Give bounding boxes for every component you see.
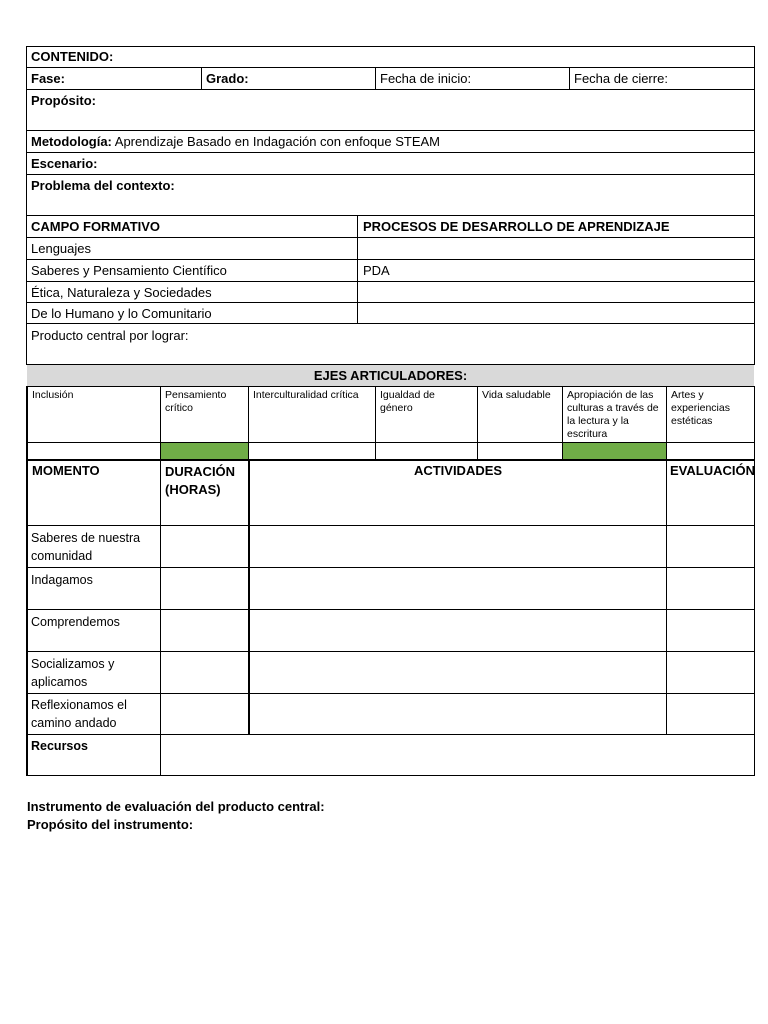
rule [26, 693, 755, 694]
rule [26, 259, 755, 260]
eje-item: Artes y experiencias estéticas [671, 389, 730, 427]
metodologia-value: Aprendizaje Basado en Indagación con enfoque STEAM [111, 134, 441, 149]
problema-label: Problema del contexto: [31, 178, 175, 193]
rule [26, 775, 755, 776]
rule [375, 386, 376, 460]
instrumento-label: Instrumento de evaluación del producto central: [27, 799, 325, 814]
rule [26, 215, 755, 216]
rule [26, 386, 28, 776]
eje-item: Pensamiento crítico [165, 389, 227, 414]
metodologia-line [31, 134, 440, 150]
momento-row: Socializamos y aplicamos [31, 657, 115, 689]
rule [248, 386, 249, 460]
recursos-label: Recursos [31, 739, 88, 753]
producto-label: Producto central por lograr: [31, 328, 189, 343]
eje-item: Interculturalidad crítica [253, 389, 359, 401]
procesos-header: PROCESOS DE DESARROLLO DE APRENDIZAJE [363, 219, 670, 234]
duracion-header: DURACIÓN (HORAS) [165, 464, 236, 497]
eje-item: Vida saludable [482, 389, 551, 401]
rule [26, 609, 755, 610]
fase-label: Fase: [31, 71, 65, 86]
escenario-label: Escenario: [31, 156, 98, 171]
proposito-instrumento-label: Propósito del instrumento: [27, 817, 194, 832]
rule [26, 386, 755, 387]
rule [26, 323, 755, 324]
ejes-title: EJES ARTICULADORES: [313, 368, 468, 383]
rule [160, 459, 161, 776]
rule [26, 567, 755, 568]
campo-row: Ética, Naturaleza y Sociedades [31, 285, 212, 300]
eje-highlight [161, 443, 248, 459]
rule [562, 386, 563, 460]
momento-row: Comprendemos [31, 615, 120, 629]
rule [26, 302, 755, 303]
rule [375, 67, 376, 89]
rule [477, 386, 478, 460]
eje-highlight [563, 443, 666, 459]
rule [754, 46, 755, 365]
campo-row: De lo Humano y lo Comunitario [31, 306, 212, 321]
eje-item: Inclusión [32, 389, 74, 401]
rule [569, 67, 570, 89]
metodologia-label: Metodología: [31, 134, 112, 149]
campo-formativo-header: CAMPO FORMATIVO [31, 219, 161, 234]
rule [666, 459, 667, 735]
actividades-header: ACTIVIDADES [413, 463, 503, 478]
evaluacion-header: EVALUACIÓN [670, 463, 755, 478]
rule [26, 525, 755, 526]
rule [26, 130, 755, 131]
rule [26, 459, 755, 461]
rule [26, 46, 755, 47]
fecha-inicio-label: Fecha de inicio: [380, 71, 472, 86]
momento-header: MOMENTO [32, 463, 100, 478]
rule [666, 386, 667, 460]
proposito-label: Propósito: [31, 93, 96, 108]
rule [26, 237, 755, 238]
momento-row: Indagamos [31, 573, 93, 587]
campo-row: Lenguajes [31, 241, 91, 256]
rule [160, 386, 161, 460]
rule [26, 651, 755, 652]
rule [26, 46, 27, 365]
contenido-label: CONTENIDO: [31, 49, 114, 64]
grado-label: Grado: [206, 71, 249, 86]
rule [357, 215, 358, 323]
rule [26, 281, 755, 282]
eje-item: Igualdad de género [380, 389, 435, 414]
momento-row: Saberes de nuestra comunidad [31, 531, 141, 563]
rule [26, 442, 755, 443]
rule [26, 67, 755, 68]
pda-label: PDA [363, 263, 390, 278]
rule [201, 67, 202, 89]
rule [26, 174, 755, 175]
momento-row: Reflexionamos el camino andado [31, 698, 127, 730]
fecha-cierre-label: Fecha de cierre: [574, 71, 668, 86]
rule [754, 386, 755, 776]
rule [26, 734, 755, 735]
campo-row: Saberes y Pensamiento Científico [31, 263, 227, 278]
rule [26, 89, 755, 90]
rule [26, 152, 755, 153]
eje-item: Apropiación de las culturas a través de la lectura y la escritura [567, 389, 659, 440]
rule [248, 459, 250, 735]
